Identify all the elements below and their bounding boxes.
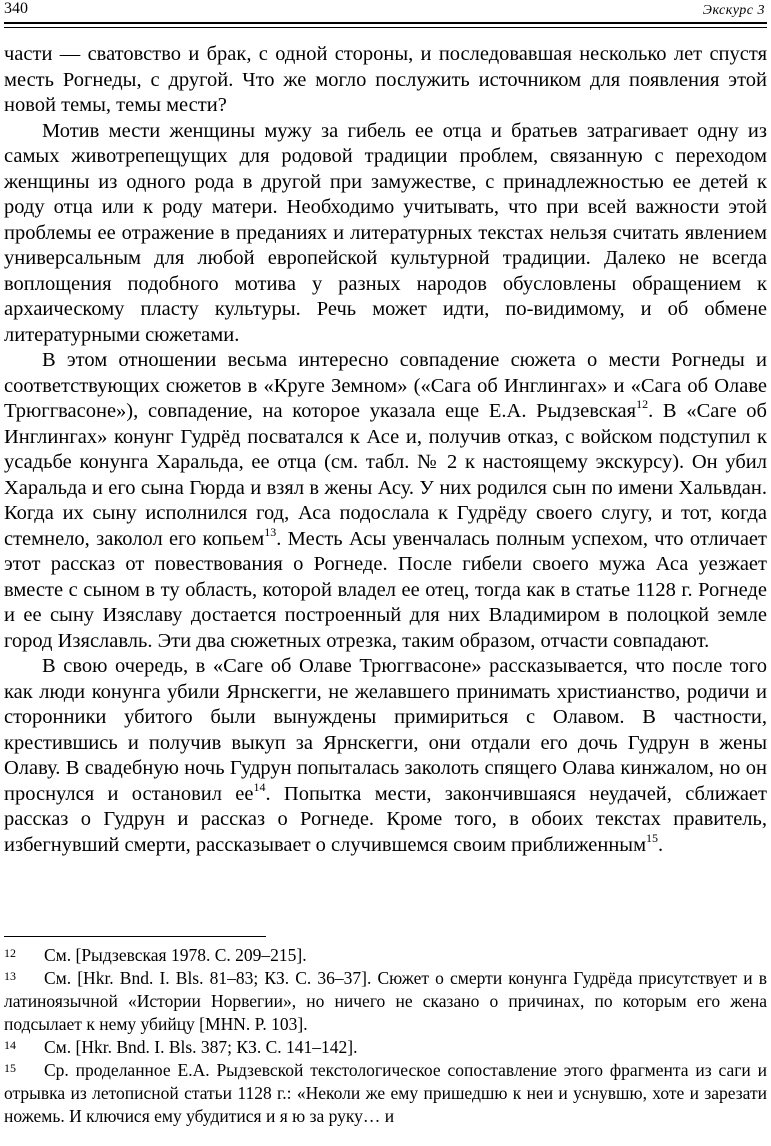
footnote [4,967,767,1036]
paragraph-3 [4,348,767,654]
footnote-ref-13[interactable]: 13 [264,524,277,539]
footnote-text: См. [Hkr. Bnd. I. Bls. 81–83; КЗ. С. 36–37]. Сюжет о смерти конунга Гудрёда присутствует и в латиноязычной «Истории Норвегии», но ничего не сказано о причинах, по которым его жена подсылает к нему убийцу [MHN. P. 103]. [4,968,767,1034]
footnote-ref-15[interactable]: 15 [646,830,659,845]
footnote-number: 13 [4,969,16,983]
footnote-number: 14 [4,1038,16,1052]
footnote-separator [4,936,266,937]
header-rule-thick [4,22,767,24]
footnote-ref-14[interactable]: 14 [253,779,266,794]
footnote [4,1036,767,1059]
footnotes [4,944,767,1128]
footnote-text: Ср. проделанное Е.А. Рыдзевской текстологическое сопоставление этого фрагмента из саги и отрывка из летописной статьи 1128 г.: «Неколи же ему пришедшю к неи и уснувшю, хоте и зарезати ножемь. И ключися ему убудитися и я ю за руку… и [4,1060,767,1126]
paragraph-2: Мотив мести женщины мужу за гибель ее отца и братьев затрагивает одну из самых животрепещущих для родовой традиции проблем, связанную с переходом женщины из одного рода в другой при замужестве, с принадлежностью ее детей к роду отца или к роду матери. Необходимо учитывать, что при всей важности этой проблемы ее отражение в преданиях и литературных текстах нельзя считать явлением универсальным для любой европейской культурной традиции. Далеко не всегда воплощения подобного мотива у разных народов обусловлены обращением к архаическому пласту культуры. Речь может идти, по-видимому, и об обмене литературными сюжетами. [4,119,767,346]
running-head: Экскурс 3 [702,3,765,18]
paragraph-4-part-b: . Попытка мести, закончившаяся неудачей, сближает рассказ о Гудрун и рассказ о Рогнеде. Кроме того, в обоих текстах правитель, избегнувший смерти, рассказывает о случившемся своим приближенным [4,782,767,856]
paragraph-1: части — сватовство и брак, с одной стороны, и последовавшая несколько лет спустя месть Рогнеды, с другой. Что же могло послужить источником для появления этой новой темы, темы мести? [4,43,767,116]
footnote-text: См. [Рыдзевская 1978. С. 209–215]. [44,945,307,965]
paragraph-3-part-b: . В «Саге об Инглингах» конунг Гудрёд посватался к Асе и, получив отказ, с войском подступил к усадьбе конунга Харальда, ее отца (см. табл. № 2 к настоящему экскурсу). Он убил Харальда и его сына Гюрда и взял в жены Асу. У них родился сын по имени Хальвдан. Когда их сыну исполнился год, Аса подослала к Гудрёду своего слугу, и тот, когда стемнело, заколол его копьем [4,400,767,550]
page-number: 340 [4,0,28,17]
footnote-text: См. [Hkr. Bnd. I. Bls. 387; КЗ. С. 141–142]. [44,1037,358,1057]
main-text [4,42,767,858]
header-rule-thin [4,27,767,28]
footnote-number: 12 [4,946,16,960]
footnote [4,1059,767,1128]
footnote-number: 15 [4,1061,16,1075]
page-header [4,0,767,22]
paragraph-4 [4,654,767,858]
paragraph-4-part-c: . [658,833,664,856]
paragraph-3-part-c: . Месть Асы увенчалась полным успехом, что отличает этот рассказ от повествования о Рогнеде. После гибели своего мужа Аса уезжает вместе с сыном в ту область, которой владел ее отец, тогда как в статье 1128 г. Рогнеде и ее сыну Изяславу достается построенный для них Владимиром в полоцкой земле город Изяславль. Эти два сюжетных отрезка, таким образом, отчасти совпадают. [4,527,767,652]
paragraph-4-part-a: В свою очередь, в «Саге об Олаве Трюггвасоне» рассказывается, что после того как люди конунга убили Ярнскегги, не желавшего принимать христианство, родичи и сторонники убитого были вынуждены примириться с Олавом. В частности, крестившись и получив выкуп за Ярнскегги, они отдали его дочь Гудрун в жены Олаву. В свадебную ночь Гудрун попыталась заколоть спящего Олава кинжалом, но он проснулся и остановил ее [4,655,767,805]
footnote [4,944,767,967]
paragraph-3-part-a: В этом отношении весьма интересно совпадение сюжета о мести Рогнеды и соответствующих сюжетов в «Круге Земном» («Сага об Инглингах» и «Сага об Олаве Трюггвасоне»), совпадение, на которое указала еще Е.А. Рыдзевская [4,349,767,422]
footnote-ref-12[interactable]: 12 [636,397,649,412]
